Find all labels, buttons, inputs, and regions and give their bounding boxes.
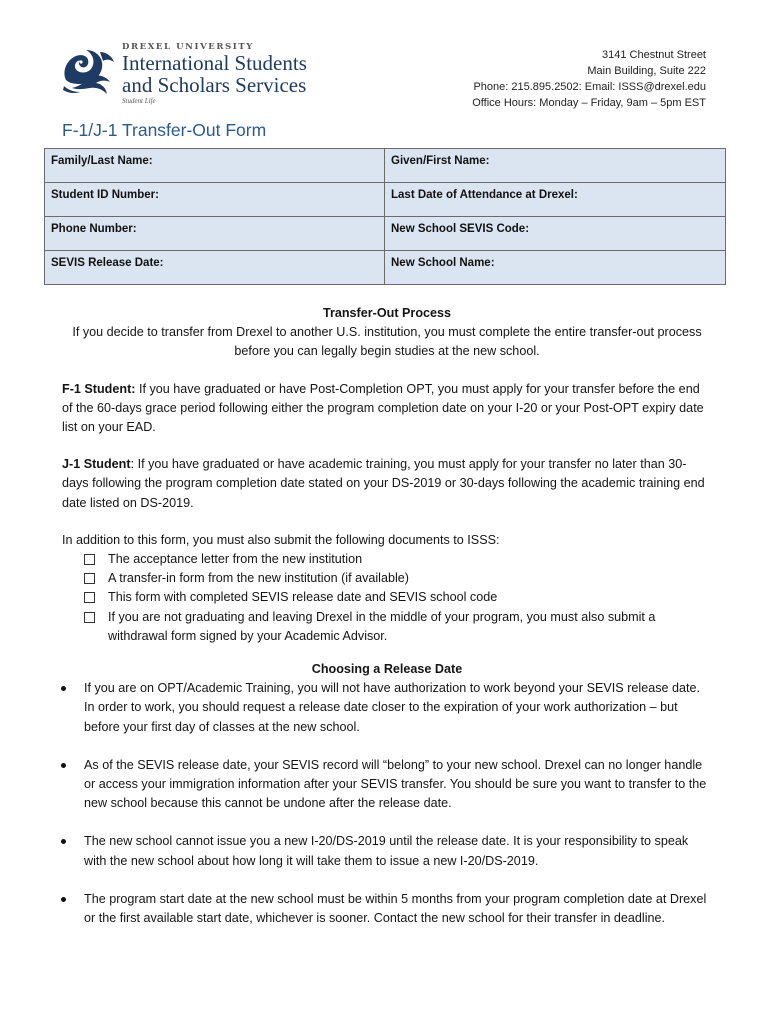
field-label: Student ID Number:: [51, 189, 159, 201]
document-label: The acceptance letter from the new institution: [108, 552, 363, 567]
checkbox-icon[interactable]: [84, 573, 95, 584]
drexel-isss-logo: [60, 42, 320, 104]
checkbox-icon[interactable]: [84, 554, 95, 565]
sevis-code-field[interactable]: [385, 217, 726, 251]
given-name-field[interactable]: [385, 149, 726, 183]
office-name-line1: International Students: [122, 51, 307, 75]
last-attendance-date-field[interactable]: [385, 183, 726, 217]
bullet-text: The new school cannot issue you a new I-20/DS-2019 until the release date. It is your responsibility to speak with the new school about how long it will take them to issue a new I-20/DS-2019.: [84, 834, 689, 868]
list-item: [60, 890, 712, 928]
contact-block: [472, 47, 706, 111]
field-label: Family/Last Name:: [51, 155, 153, 167]
bullet-text: The program start date at the new school must be within 5 months from your program completion date at Drexel or the first available start date, whichever is sooner. Contact the new school for their transfer in deadline.: [84, 891, 707, 926]
list-item: [62, 569, 712, 588]
student-id-field[interactable]: [45, 183, 385, 217]
instructions: [62, 304, 712, 928]
field-label: Phone Number:: [51, 223, 137, 235]
table-row: [45, 251, 726, 285]
bullet-text: If you are on OPT/Academic Training, you will not have authorization to work beyond your SEVIS release date. In order to work, you should request a release date closer to the expiration of your work authorization – but before your first day of classes at the new school.: [84, 681, 701, 734]
family-name-field[interactable]: [45, 149, 385, 183]
address-line2: Main Building, Suite 222: [587, 65, 706, 77]
bullet-icon: [61, 686, 66, 691]
list-item: [60, 679, 712, 737]
list-item: [62, 608, 712, 646]
table-row: [45, 217, 726, 251]
field-label: New School Name:: [391, 257, 495, 269]
process-intro: If you decide to transfer from Drexel to another U.S. institution, you must complete the entire transfer-out process before you can legally begin studies at the new school.: [72, 325, 702, 359]
office-name-line2: and Scholars Services: [122, 73, 307, 97]
list-item: [60, 756, 712, 814]
field-label: SEVIS Release Date:: [51, 257, 164, 269]
document-label: A transfer-in form from the new institution (if available): [108, 571, 409, 586]
list-item: [62, 550, 712, 569]
documents-checklist: [62, 550, 712, 646]
new-school-name-field[interactable]: [385, 251, 726, 285]
documents-intro: In addition to this form, you must also submit the following documents to ISSS:: [62, 532, 500, 547]
j1-label: J-1 Student: [62, 457, 131, 472]
list-item: [60, 832, 712, 870]
table-row: [45, 149, 726, 183]
bullet-icon: [61, 897, 66, 902]
list-item: [62, 588, 712, 607]
field-label: Given/First Name:: [391, 155, 490, 167]
field-label: New School SEVIS Code:: [391, 223, 530, 235]
f1-label: F-1 Student:: [62, 381, 136, 396]
document-label: If you are not graduating and leaving Drexel in the middle of your program, you must also submit a withdrawal form signed by your Academic Advisor.: [108, 609, 656, 643]
release-bullets: [62, 679, 712, 928]
university-name: DREXEL UNIVERSITY: [122, 42, 254, 52]
release-heading: Choosing a Release Date: [311, 662, 463, 677]
bullet-text: As of the SEVIS release date, your SEVIS record will “belong” to your new school. Drexel can no longer handle or access your immigration information after your SEVIS transfer. You should be sure you want to transfer to the new school because this cannot be undone after the release date.: [84, 757, 707, 811]
checkbox-icon[interactable]: [84, 592, 95, 603]
f1-paragraph: [62, 380, 712, 438]
j1-paragraph: [62, 455, 712, 513]
bullet-icon: [61, 839, 66, 844]
bullet-icon: [61, 763, 66, 768]
checkbox-icon[interactable]: [84, 612, 95, 623]
f1-text: If you have graduated or have Post-Completion OPT, you must apply for your transfer before the end of the 60-days grace period following either the program completion date on your I-20 or your Post-OPT expiry date list on your EAD.: [62, 381, 704, 435]
table-row: [45, 183, 726, 217]
office-tagline: Student Life: [122, 97, 156, 105]
phone-number-field[interactable]: [45, 217, 385, 251]
field-label: Last Date of Attendance at Drexel:: [391, 189, 578, 201]
phone-email: Phone: 215.895.2502: Email: ISSS@drexel.edu: [473, 81, 706, 93]
form-title: F-1/J-1 Transfer-Out Form: [62, 120, 267, 140]
document-label: This form with completed SEVIS release date and SEVIS school code: [108, 590, 498, 605]
student-info-table: [44, 148, 726, 285]
dragon-icon: [60, 46, 116, 96]
j1-text: : If you have graduated or have academic training, you must apply for your transfer no later than 30-days following the program completion date stated on your DS-2019 or 30-days following the academic training end date listed on DS-2019.: [62, 457, 705, 510]
process-heading: Transfer-Out Process: [322, 306, 452, 320]
office-hours: Office Hours: Monday – Friday, 9am – 5pm EST: [472, 97, 706, 109]
sevis-release-date-field[interactable]: [45, 251, 385, 285]
address-line1: 3141 Chestnut Street: [602, 49, 706, 61]
